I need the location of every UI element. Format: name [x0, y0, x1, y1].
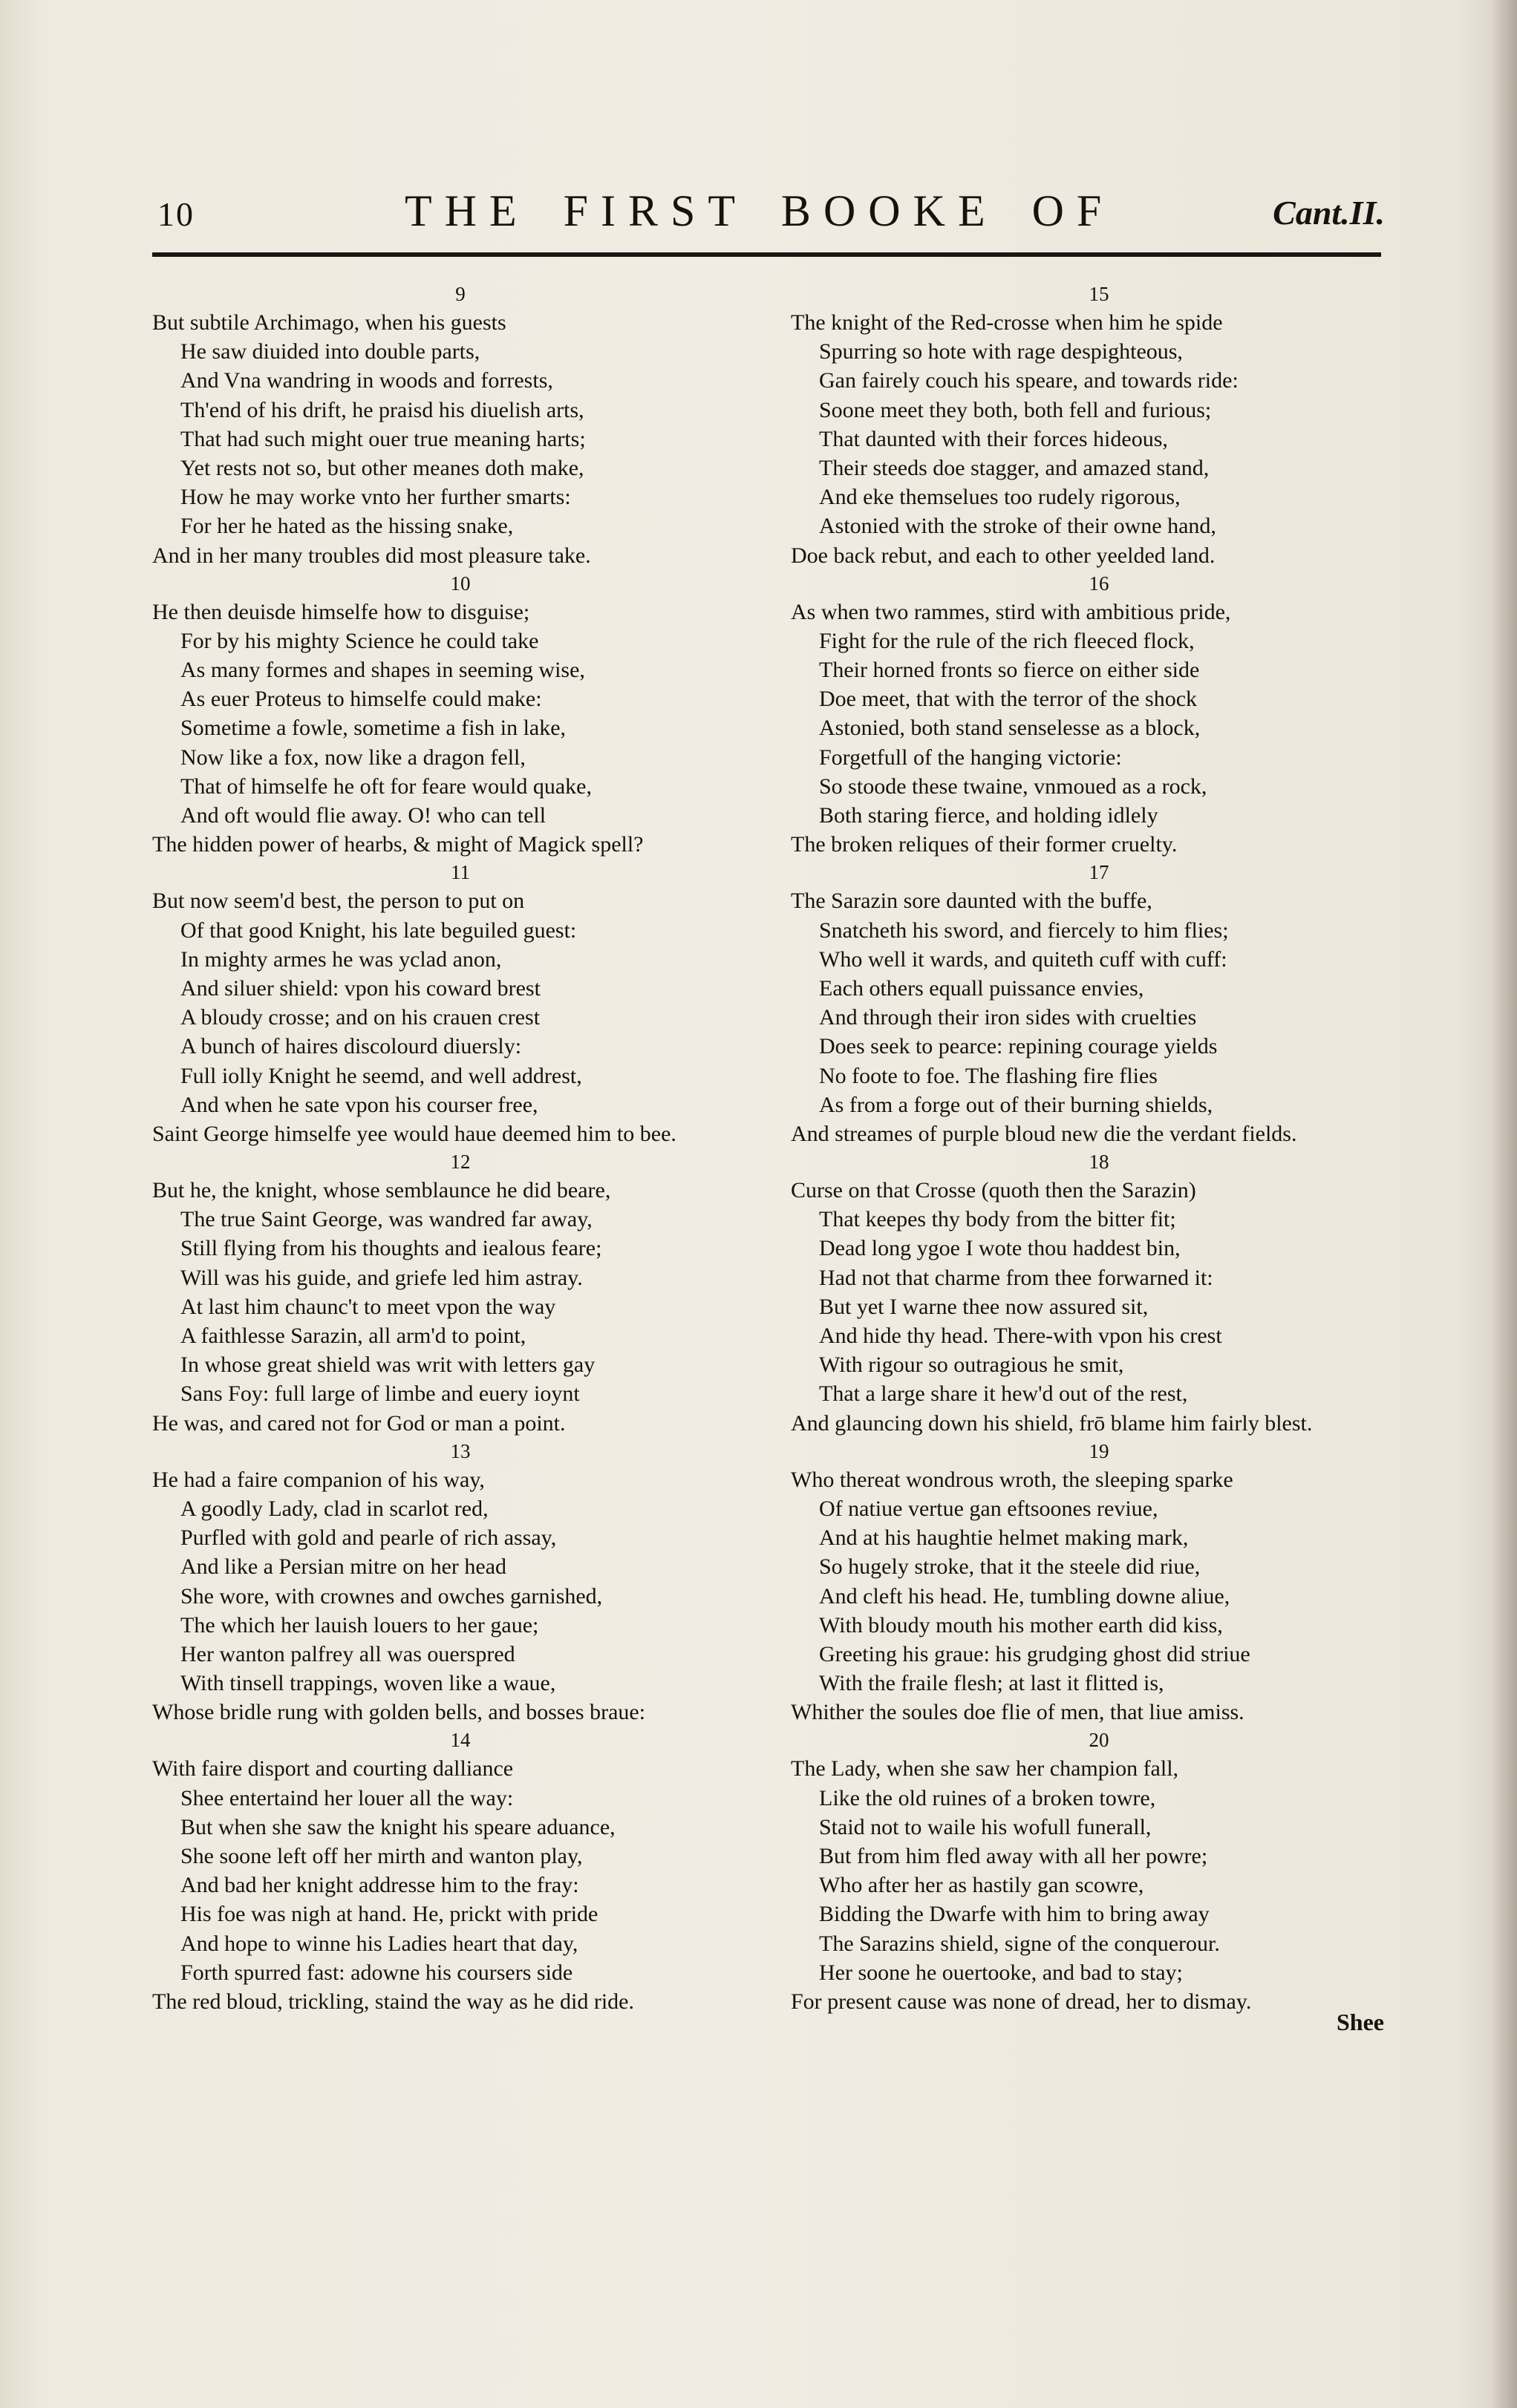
- stanza-number: 18: [1089, 1151, 1109, 1174]
- verse-line: For present cause was none of dread, her to dismay.: [791, 1989, 1252, 2014]
- verse-line: And hide thy head. There-with vpon his crest: [819, 1324, 1222, 1348]
- verse-line: He then deuisde himselfe how to disguise;: [152, 599, 530, 624]
- verse-line: Doe back rebut, and each to other yeelded land.: [791, 543, 1216, 568]
- verse-line: Curse on that Crosse (quoth then the Sarazin): [791, 1178, 1196, 1203]
- stanza-number: 19: [1089, 1439, 1109, 1462]
- stanza-number: 17: [1089, 861, 1109, 884]
- verse-line: And siluer shield: vpon his coward brest: [180, 975, 541, 1001]
- verse-line: The true Saint George, was wandred far away,: [180, 1207, 593, 1232]
- verse-line: As from a forge out of their burning shields,: [819, 1092, 1213, 1117]
- verse-line: Forth spurred fast: adowne his coursers side: [180, 1960, 573, 1985]
- stanza: [791, 1438, 1407, 1727]
- verse-line: And glauncing down his shield, frō blame him fairly blest.: [791, 1410, 1313, 1436]
- stanza: [152, 859, 769, 1148]
- verse-line: That of himselfe he oft for feare would quake,: [180, 773, 592, 799]
- verse-line: A faithlesse Sarazin, all arm'd to point,: [180, 1324, 526, 1348]
- verse-line: Yet rests not so, but other meanes doth make,: [180, 455, 584, 480]
- verse-line: And when he sate vpon his courser free,: [180, 1092, 538, 1117]
- verse-line: Whither the soules doe flie of men, that liue amiss.: [791, 1700, 1244, 1725]
- stanza-number: 14: [450, 1729, 471, 1752]
- verse-line: With rigour so outragious he smit,: [819, 1352, 1124, 1378]
- verse-line: Had not that charme from thee forwarned it:: [819, 1265, 1213, 1290]
- verse-line: Doe meet, that with the terror of the shock: [819, 687, 1198, 712]
- stanza-number: 12: [450, 1151, 471, 1174]
- verse-line: And like a Persian mitre on her head: [180, 1554, 507, 1580]
- verse-line: Whose bridle rung with golden bells, and bosses braue:: [152, 1700, 646, 1725]
- verse-line: Her wanton palfrey all was ouerspred: [180, 1641, 515, 1666]
- verse-line: Their steeds doe stagger, and amazed stand,: [819, 455, 1210, 480]
- verse-line: The which her lauish louers to her gaue;: [180, 1612, 539, 1637]
- left-column: [152, 281, 769, 2016]
- verse-line: She soone left off her mirth and wanton play,: [180, 1844, 583, 1868]
- right-column: [791, 281, 1407, 2016]
- stanza: [152, 281, 769, 570]
- verse-line: The Lady, when she saw her champion fall,: [791, 1756, 1179, 1782]
- verse-line: Sans Foy: full large of limbe and euery ioynt: [180, 1381, 580, 1407]
- verse-line: Astonied with the stroke of their owne hand,: [819, 514, 1216, 539]
- stanza-number: 15: [1089, 283, 1109, 305]
- verse-line: He had a faire companion of his way,: [152, 1467, 485, 1492]
- verse-line: Who after her as hastily gan scowre,: [819, 1873, 1144, 1898]
- verse-line: Each others equall puissance envies,: [819, 975, 1144, 1001]
- verse-line: That keepes thy body from the bitter fit;: [819, 1207, 1176, 1232]
- verse-line: Saint George himselfe yee would haue deemed him to bee.: [152, 1121, 676, 1146]
- canto-label: Cant.II.: [1273, 194, 1385, 232]
- verse-line: As euer Proteus to himselfe could make:: [180, 687, 542, 712]
- stanza-number: 9: [455, 283, 466, 305]
- verse-line: Staid not to waile his wofull funerall,: [819, 1814, 1152, 1839]
- stanza: [791, 570, 1407, 860]
- verse-line: With faire disport and courting dalliance: [152, 1756, 514, 1782]
- verse-line: And Vna wandring in woods and forrests,: [180, 368, 553, 393]
- stanza: [791, 1727, 1407, 2016]
- verse-line: But when she saw the knight his speare aduance,: [180, 1814, 616, 1839]
- verse-line: And eke themselues too rudely rigorous,: [819, 485, 1181, 510]
- verse-line: The knight of the Red-crosse when him he spide: [791, 310, 1223, 335]
- verse-line: Both staring fierce, and holding idlely: [819, 803, 1158, 828]
- verse-line: Their horned fronts so fierce on either side: [819, 658, 1200, 683]
- verse-line: Her soone he ouertooke, and bad to stay;: [819, 1960, 1183, 1985]
- verse-line: Like the old ruines of a broken towre,: [819, 1785, 1156, 1810]
- verse-line: Soone meet they both, both fell and furious;: [819, 397, 1212, 422]
- stanza-number: 16: [1089, 572, 1109, 595]
- stanza: [791, 281, 1407, 570]
- verse-line: As many formes and shapes in seeming wise,: [180, 658, 585, 683]
- verse-line: As when two rammes, stird with ambitious pride,: [791, 599, 1231, 624]
- verse-line: A goodly Lady, clad in scarlot red,: [180, 1496, 489, 1521]
- verse-line: The Sarazin sore daunted with the buffe,: [791, 889, 1152, 914]
- verse-line: He was, and cared not for God or man a point.: [152, 1410, 566, 1436]
- verse-line: Does seek to pearce: repining courage yields: [819, 1034, 1218, 1059]
- verse-line: With bloudy mouth his mother earth did kiss,: [819, 1612, 1223, 1637]
- verse-line: That had such might ouer true meaning harts;: [180, 426, 586, 451]
- verse-line: The Sarazins shield, signe of the conquerour.: [819, 1931, 1220, 1956]
- stanza-number: 13: [450, 1439, 471, 1462]
- verse-line: He saw diuided into double parts,: [180, 339, 480, 364]
- verse-line: Forgetfull of the hanging victorie:: [819, 745, 1122, 770]
- verse-line: And bad her knight addresse him to the fray:: [180, 1873, 579, 1898]
- verse-line: Sometime a fowle, sometime a fish in lake,: [180, 716, 567, 741]
- verse-line: Gan fairely couch his speare, and towards ride:: [819, 368, 1239, 393]
- verse-line: And at his haughtie helmet making mark,: [819, 1525, 1189, 1551]
- verse-line: The red bloud, trickling, staind the way as he did ride.: [152, 1989, 634, 2014]
- verse-line: Dead long ygoe I wote thou haddest bin,: [819, 1236, 1181, 1261]
- verse-line: But yet I warne thee now assured sit,: [819, 1294, 1149, 1319]
- verse-line: A bloudy crosse; and on his crauen crest: [180, 1005, 541, 1030]
- verse-line: Bidding the Dwarfe with him to bring away: [819, 1902, 1210, 1927]
- verse-line: Who well it wards, and quiteth cuff with cuff:: [819, 946, 1227, 972]
- book-title-heading: THE FIRST BOOKE OF: [405, 186, 1115, 235]
- stanza: [152, 1727, 769, 2016]
- verse-line: She wore, with crownes and owches garnished,: [180, 1583, 603, 1609]
- running-head: [0, 184, 1517, 243]
- verse-line: But he, the knight, whose semblaunce he did beare,: [152, 1178, 611, 1203]
- stanza: [152, 1438, 769, 1727]
- verse-line: How he may worke vnto her further smarts:: [180, 485, 571, 510]
- verse-line: No foote to foe. The flashing fire flies: [819, 1063, 1158, 1088]
- stanza: [791, 1148, 1407, 1438]
- page-number: 10: [157, 195, 195, 233]
- verse-line: The hidden power of hearbs, & might of Magick spell?: [152, 832, 644, 857]
- stanza: [152, 570, 769, 860]
- verse-line: So hugely stroke, that it the steele did riue,: [819, 1554, 1201, 1580]
- verse-line: For her he hated as the hissing snake,: [180, 514, 514, 539]
- page-edge-shadow: [1490, 0, 1517, 2408]
- verse-line: Astonied, both stand senselesse as a block,: [819, 716, 1201, 741]
- stanza: [791, 859, 1407, 1148]
- verse-line: That a large share it hew'd out of the rest,: [819, 1381, 1188, 1407]
- stanza-number: 11: [451, 861, 470, 884]
- verse-line: Greeting his graue: his grudging ghost did striue: [819, 1641, 1250, 1666]
- verse-line: That daunted with their forces hideous,: [819, 426, 1168, 451]
- verse-line: And hope to winne his Ladies heart that day,: [180, 1931, 578, 1956]
- verse-line: And in her many troubles did most pleasure take.: [152, 543, 591, 568]
- verse-line: For by his mighty Science he could take: [180, 628, 539, 653]
- verse-line: In mighty armes he was yclad anon,: [180, 946, 502, 972]
- verse-line: Shee entertaind her louer all the way:: [180, 1785, 514, 1810]
- verse-line: Will was his guide, and griefe led him astray.: [180, 1265, 583, 1290]
- verse-line: But from him fled away with all her powre;: [819, 1844, 1208, 1868]
- verse-line: With the fraile flesh; at last it flitted is,: [819, 1671, 1164, 1696]
- verse-line: Who thereat wondrous wroth, the sleeping sparke: [791, 1467, 1233, 1492]
- verse-line: Full iolly Knight he seemd, and well addrest,: [180, 1063, 582, 1088]
- verse-line: Fight for the rule of the rich fleeced flock,: [819, 628, 1195, 653]
- verse-line: And cleft his head. He, tumbling downe aliue,: [819, 1583, 1230, 1609]
- verse-line: The broken reliques of their former cruelty.: [791, 832, 1178, 857]
- verse-line: Of that good Knight, his late beguiled guest:: [180, 917, 577, 943]
- verse-line: Still flying from his thoughts and iealous feare;: [180, 1236, 602, 1261]
- verse-line: And through their iron sides with cruelties: [819, 1005, 1197, 1030]
- verse-line: And oft would flie away. O! who can tell: [180, 803, 547, 828]
- catchword: Shee: [1337, 2009, 1384, 2035]
- stanza-number: 10: [450, 572, 471, 595]
- verse-line: Snatcheth his sword, and fiercely to him flies;: [819, 917, 1229, 943]
- verse-line: Spurring so hote with rage despighteous,: [819, 339, 1183, 364]
- verse-line: And streames of purple bloud new die the verdant fields.: [791, 1121, 1297, 1146]
- verse-line: But subtile Archimago, when his guests: [152, 310, 506, 335]
- verse-line: But now seem'd best, the person to put on: [152, 889, 525, 914]
- verse-line: A bunch of haires discolourd diuersly:: [180, 1034, 522, 1059]
- verse-line: Th'end of his drift, he praisd his diuelish arts,: [180, 397, 584, 422]
- verse-line: At last him chaunc't to meet vpon the way: [180, 1294, 556, 1319]
- verse-line: His foe was nigh at hand. He, prickt with pride: [180, 1902, 598, 1927]
- stanza: [152, 1148, 769, 1438]
- verse-line: Of natiue vertue gan eftsoones reviue,: [819, 1496, 1158, 1521]
- stanza-number: 20: [1089, 1729, 1109, 1752]
- verse-line: So stoode these twaine, vnmoued as a rock,: [819, 773, 1207, 799]
- verse-line: Purfled with gold and pearle of rich assay,: [180, 1525, 557, 1551]
- header-rule: [152, 252, 1381, 257]
- verse-line: Now like a fox, now like a dragon fell,: [180, 745, 526, 770]
- verse-line: With tinsell trappings, woven like a waue,: [180, 1671, 556, 1696]
- verse-line: In whose great shield was writ with letters gay: [180, 1352, 596, 1378]
